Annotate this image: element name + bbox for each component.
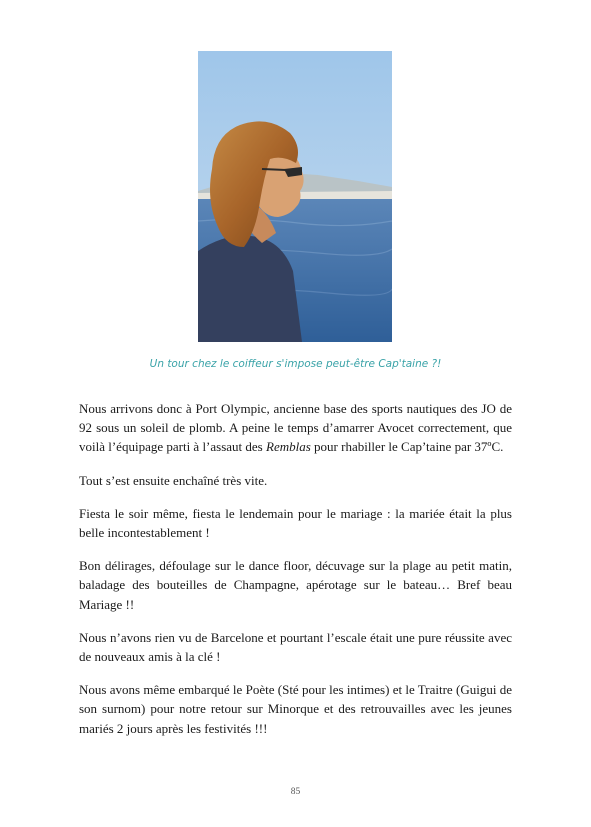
body-text [79, 399, 512, 752]
paragraph-3: Fiesta le soir même, fiesta le lendemain pour le mariage : la mariée était la plus belle incontestablement ! [79, 505, 512, 541]
photo-illustration [198, 51, 392, 342]
paragraph-5: Nous n’avons rien vu de Barcelone et pourtant l’escale était une pure réussite avec de nouveaux amis à la clé ! [79, 629, 512, 665]
paragraph-1-text-end: pour rhabiller le Cap’taine par 37ºC. [310, 439, 504, 455]
paragraph-1-emphasis: Remblas [266, 439, 311, 455]
photo [198, 51, 392, 342]
paragraph-1-text: Nous arrivons donc à Port Olympic, ancienne base des sports nautiques des JO de 92 sous un soleil de plomb. A peine le temps d’amarrer Avocet correctement, que voilà l’équipage parti à l’assaut des [79, 401, 512, 455]
paragraph-1 [79, 399, 512, 457]
page-number: 85 [290, 787, 301, 797]
paragraph-6: Nous avons même embarqué le Poète (Sté pour les intimes) et le Traitre (Guigui de son surnom) pour notre retour sur Minorque et des retrouvailles avec les jeunes mariés 2 jours après les festivités !!! [79, 682, 512, 736]
paragraph-2: Tout s’est ensuite enchaîné très vite. [79, 472, 268, 488]
photo-caption: Un tour chez le coiffeur s'impose peut-être Cap'taine ?! [149, 358, 442, 370]
paragraph-4: Bon délirages, défoulage sur le dance floor, décuvage sur la plage au petit matin, baladage des bouteilles de Champagne, apérotage sur le bateau… Bref beau Mariage !! [79, 558, 512, 612]
